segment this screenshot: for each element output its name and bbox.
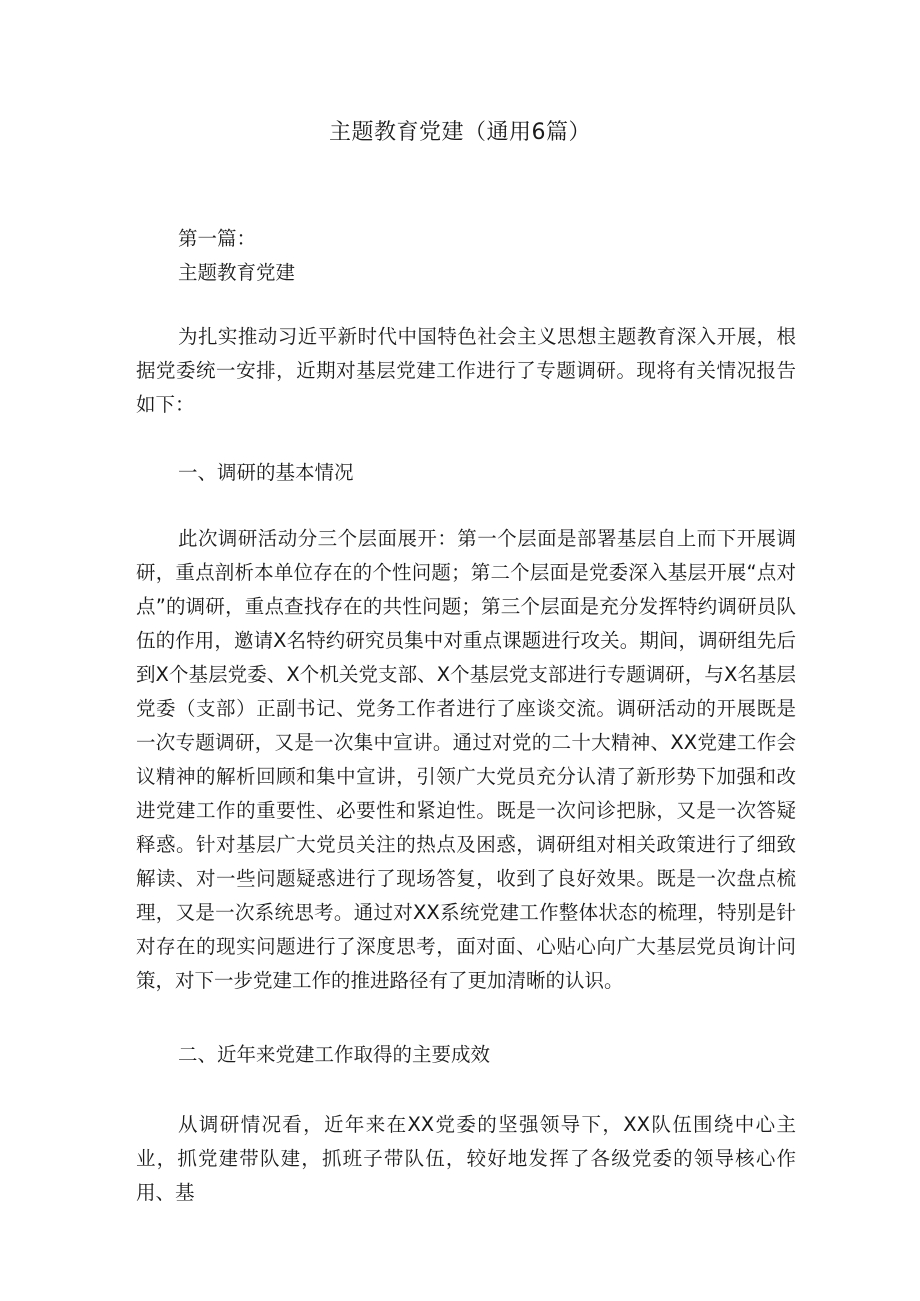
intro-paragraph: 为扎实推动习近平新时代中国特色社会主义思想主题教育深入开展，根据党委统一安排，近期对基层党建工作进行了专题调研。现将有关情况报告如下：	[136, 325, 796, 416]
section-1-paragraph: 此次调研活动分三个层面展开：第一个层面是部署基层自上而下开展调研，重点剖析本单位存在的个性问题；第二个层面是党委深入基层开展“点对点”的调研，重点查找存在的共性问题；第三个层面是充分发挥特约调研员队伍的作用，邀请X名特约研究员集中对重点课题进行攻关。期间，调研组先后到X个基层党委、X个机关党支部、X个基层党支部进行专题调研，与X名基层党委（支部）正副书记、党务工作者进行了座谈交流。调研活动的开展既是一次专题调研，又是一次集中宣讲。通过对党的二十大精神、XX党建工作会议精神的解析回顾和集中宣讲，引领广大党员充分认清了新形势下加强和改进党建工作的重要性、必要性和紧迫性。既是一次问诊把脉，又是一次答疑释惑。针对基层广大党员关注的热点及困惑，调研组对相关政策进行了细致解读、对一些问题疑惑进行了现场答复，收到了良好效果。既是一次盘点梳理，又是一次系统思考。通过对XX系统党建工作整体状态的梳理，特别是针对存在的现实问题进行了深度思考，面对面、心贴心向广大基层党员询计问策，对下一步党建工作的推进路径有了更加清晰的认识。	[136, 527, 796, 992]
section-1-heading: 一、调研的基本情况	[178, 461, 354, 484]
document-title: 主题教育党建（通用6篇）	[329, 120, 591, 145]
part-title: 主题教育党建	[178, 261, 296, 284]
section-2-heading: 二、近年来党建工作取得的主要成效	[178, 1043, 491, 1066]
part-label: 第一篇：	[178, 227, 257, 250]
section-2-paragraph: 从调研情况看，近年来在XX党委的坚强领导下，XX队伍围绕中心主业，抓党建带队建，抓班子带队伍，较好地发挥了各级党委的领导核心作用、基	[136, 1113, 796, 1204]
